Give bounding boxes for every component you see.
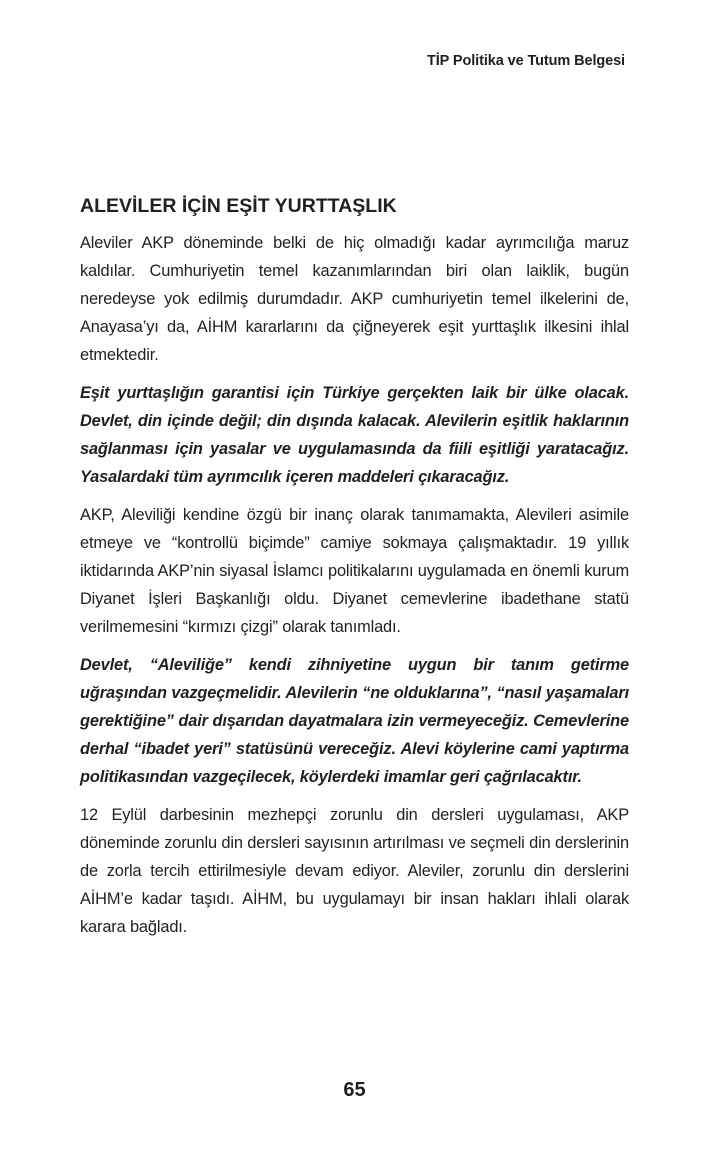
paragraph-discrimination: Aleviler AKP döneminde belki de hiç olmadığı kadar ayrımcılığa maruz kaldılar. Cumhuriyetin temel kazanımlarından biri olan laiklik, bugün neredeyse yok edilmiş durumdadır. AKP cumhuriyetin temel ilkelerini de, Anayasa’yı da, AİHM kararlarını da çiğneyerek eşit yurttaşlık ilkesini ihlal etmektedir. xyxy=(80,234,629,364)
paragraph-equal-citizenship-pledge: Eşit yurttaşlığın garantisi için Türkiye gerçekten laik bir ülke olacak. Devlet, din içinde değil; din dışında kalacak. Alevilerin eşitlik haklarının sağlanması için yasalar ve uygulamasında da fiili eşitliği yaratacağız. Yasalardaki tüm ayrımcılık içeren maddeleri çıkaracağız. xyxy=(80,384,629,486)
page-number: 65 xyxy=(343,1079,366,1101)
section-title: ALEVİLER İÇİN EŞİT YURTTAŞLIK xyxy=(80,195,397,217)
paragraph-religious-education: 12 Eylül darbesinin mezhepçi zorunlu din dersleri uygulaması, AKP döneminde zorunlu din dersleri sayısının artırılması ve seçmeli din derslerinin de zorla tercih ettirilmesiyle devam ediyor. Aleviler, zorunlu din derslerini AİHM’e kadar taşıdı. AİHM, bu uygulamayı bir insan hakları ihlali olarak karara bağladı. xyxy=(80,806,629,936)
page-content xyxy=(80,193,629,951)
paragraph-cemevi-pledge: Devlet, “Aleviliğe” kendi zihniyetine uygun bir tanım getirme uğraşından vazgeçmelidir. Alevilerin “ne olduklarına”, “nasıl yaşamaları gerektiğine” dair dışarıdan dayatmalara izin vermeyeceğiz. Cemevlerine derhal “ibadet yeri” statüsünü vereceğiz. Alevi köylerine cami yaptırma politikasından vazgeçilecek, köylerdeki imamlar geri çağrılacaktır. xyxy=(80,656,629,786)
running-header: TİP Politika ve Tutum Belgesi xyxy=(426,53,625,69)
paragraph-diyanet: AKP, Aleviliği kendine özgü bir inanç olarak tanımamakta, Alevileri asimile etmeye ve “kontrollü biçimde” camiye sokmaya çalışmaktadır. 19 yıllık iktidarında AKP’nin siyasal İslamcı politikalarını uygulamada en önemli kurum Diyanet İşleri Başkanlığı oldu. Diyanet cemevlerine ibadethane statü verilmemesini “kırmızı çizgi” olarak tanımladı. xyxy=(80,506,629,636)
